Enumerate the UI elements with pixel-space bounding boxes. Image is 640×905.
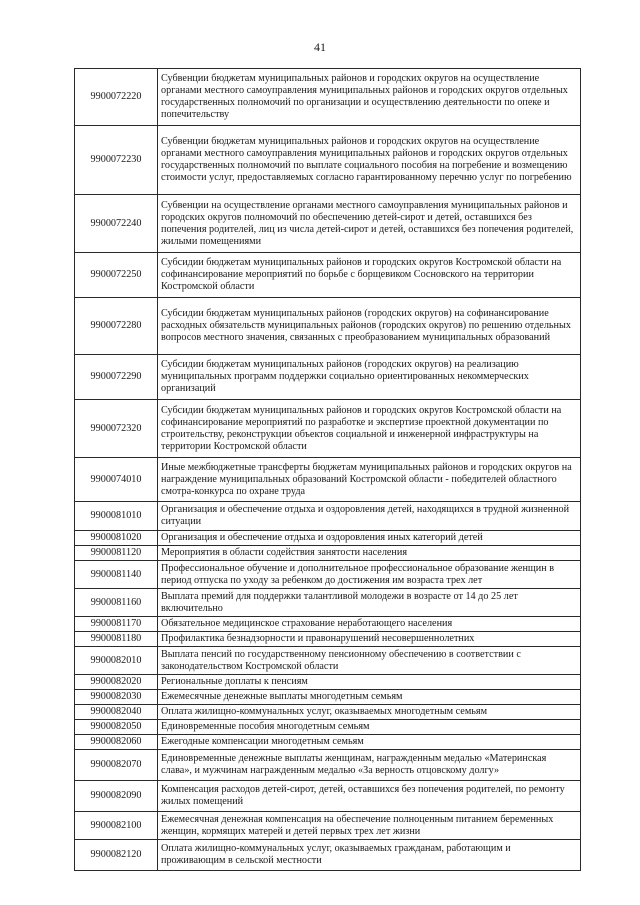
row-code: 9900072290 <box>75 355 158 400</box>
row-code: 9900082030 <box>75 690 158 705</box>
row-description: Субсидии бюджетам муниципальных районов и городских округов Костромской области на софинансирование мероприятий по борьбе с борщевиком Сосновского на территории Костромской области <box>158 253 581 298</box>
table-row <box>75 781 581 812</box>
row-description: Оплата жилищно-коммунальных услуг, оказываемых многодетным семьям <box>158 705 581 720</box>
row-description: Субсидии бюджетам муниципальных районов (городских округов) на реализацию муниципальных программ поддержки социально ориентированных некоммерческих организаций <box>158 355 581 400</box>
row-description: Обязательное медицинское страхование неработающего населения <box>158 617 581 632</box>
table-row <box>75 298 581 355</box>
row-code: 9900074010 <box>75 458 158 502</box>
table-row <box>75 126 581 195</box>
table-row <box>75 531 581 546</box>
row-code: 9900082040 <box>75 705 158 720</box>
table-row <box>75 720 581 735</box>
table-row <box>75 705 581 720</box>
row-description: Выплата пенсий по государственному пенсионному обеспечению в соответствии с законодательством Костромской области <box>158 647 581 675</box>
row-code: 9900072250 <box>75 253 158 298</box>
row-code: 9900072230 <box>75 126 158 195</box>
table-row <box>75 840 581 871</box>
row-description: Оплата жилищно-коммунальных услуг, оказываемых гражданам, работающим и проживающим в сельской местности <box>158 840 581 871</box>
row-description: Организация и обеспечение отдыха и оздоровления иных категорий детей <box>158 531 581 546</box>
row-code: 9900082070 <box>75 750 158 781</box>
row-code: 9900082010 <box>75 647 158 675</box>
table-row <box>75 195 581 253</box>
table-row <box>75 750 581 781</box>
row-code: 9900081160 <box>75 589 158 617</box>
table-row <box>75 735 581 750</box>
row-description: Мероприятия в области содействия занятости населения <box>158 546 581 561</box>
row-description: Субвенции на осуществление органами местного самоуправления муниципальных районов и городских округов полномочий по обеспечению детей-сирот и детей, оставшихся без попечения родителей, лиц из числа детей-сирот и детей, оставшихся без попечения родителей, жилыми помещениями <box>158 195 581 253</box>
row-description: Иные межбюджетные трансферты бюджетам муниципальных районов и городских округов на награждение муниципальных образований Костромской области - победителей областного смотра-конкурса по охране труда <box>158 458 581 502</box>
table-row <box>75 617 581 632</box>
row-description: Профилактика безнадзорности и правонарушений несовершеннолетних <box>158 632 581 647</box>
table-row <box>75 812 581 840</box>
table-row <box>75 632 581 647</box>
row-code: 9900082120 <box>75 840 158 871</box>
row-description: Региональные доплаты к пенсиям <box>158 675 581 690</box>
table-row <box>75 561 581 589</box>
row-description: Организация и обеспечение отдыха и оздоровления детей, находящихся в трудной жизненной ситуации <box>158 502 581 531</box>
row-code: 9900072280 <box>75 298 158 355</box>
row-code: 9900072320 <box>75 400 158 458</box>
row-description: Единовременные денежные выплаты женщинам, награжденным медалью «Материнская слава», и мужчинам награжденным медалью «За верность отцовскому долгу» <box>158 750 581 781</box>
page-number: 41 <box>314 40 326 54</box>
row-description: Ежемесячная денежная компенсация на обеспечение полноценным питанием беременных женщин, кормящих матерей и детей первых трех лет жизни <box>158 812 581 840</box>
row-code: 9900082050 <box>75 720 158 735</box>
row-description: Ежемесячные денежные выплаты многодетным семьям <box>158 690 581 705</box>
table-row <box>75 690 581 705</box>
row-description: Субсидии бюджетам муниципальных районов (городских округов) на софинансирование расходных обязательств муниципальных районов (городских округов) по решению отдельных вопросов местного значения, связанных с преобразованием муниципальных образований <box>158 298 581 355</box>
row-code: 9900082060 <box>75 735 158 750</box>
row-description: Единовременные пособия многодетным семьям <box>158 720 581 735</box>
table-row <box>75 675 581 690</box>
row-code: 9900072240 <box>75 195 158 253</box>
table-row <box>75 502 581 531</box>
row-code: 9900072220 <box>75 69 158 126</box>
row-code: 9900081140 <box>75 561 158 589</box>
row-description: Субсидии бюджетам муниципальных районов и городских округов Костромской области на софинансирование мероприятий по разработке и экспертизе проектной документации по строительству, реконструкции объектов социальной и инженерной инфраструктуры на территории Костромской области <box>158 400 581 458</box>
row-code: 9900081020 <box>75 531 158 546</box>
row-description: Выплата премий для поддержки талантливой молодежи в возрасте от 14 до 25 лет включительно <box>158 589 581 617</box>
row-code: 9900081180 <box>75 632 158 647</box>
row-description: Субвенции бюджетам муниципальных районов и городских округов на осуществление органами местного самоуправления муниципальных районов и городских округов отдельных государственных полномочий по организации и осуществлению деятельности по опеке и попечительству <box>158 69 581 126</box>
table-row <box>75 253 581 298</box>
row-code: 9900081120 <box>75 546 158 561</box>
table-row <box>75 400 581 458</box>
table-row <box>75 589 581 617</box>
table-body <box>75 69 581 871</box>
row-code: 9900082100 <box>75 812 158 840</box>
table-row <box>75 458 581 502</box>
row-description: Компенсация расходов детей-сирот, детей, оставшихся без попечения родителей, по ремонту жилых помещений <box>158 781 581 812</box>
table-row <box>75 69 581 126</box>
row-code: 9900082090 <box>75 781 158 812</box>
row-code: 9900082020 <box>75 675 158 690</box>
row-description: Ежегодные компенсации многодетным семьям <box>158 735 581 750</box>
row-description: Профессиональное обучение и дополнительное профессиональное образование женщин в период отпуска по уходу за ребенком до достижения им возраста трех лет <box>158 561 581 589</box>
row-code: 9900081170 <box>75 617 158 632</box>
budget-codes-table <box>74 68 581 871</box>
table-row <box>75 546 581 561</box>
row-code: 9900081010 <box>75 502 158 531</box>
table-row <box>75 647 581 675</box>
row-description: Субвенции бюджетам муниципальных районов и городских округов на осуществление органами местного самоуправления муниципальных районов и городских округов отдельных государственных полномочий по выплате социального пособия на погребение и возмещению стоимости услуг, предоставляемых согласно гарантированному перечню услуг по погребению <box>158 126 581 195</box>
table-row <box>75 355 581 400</box>
